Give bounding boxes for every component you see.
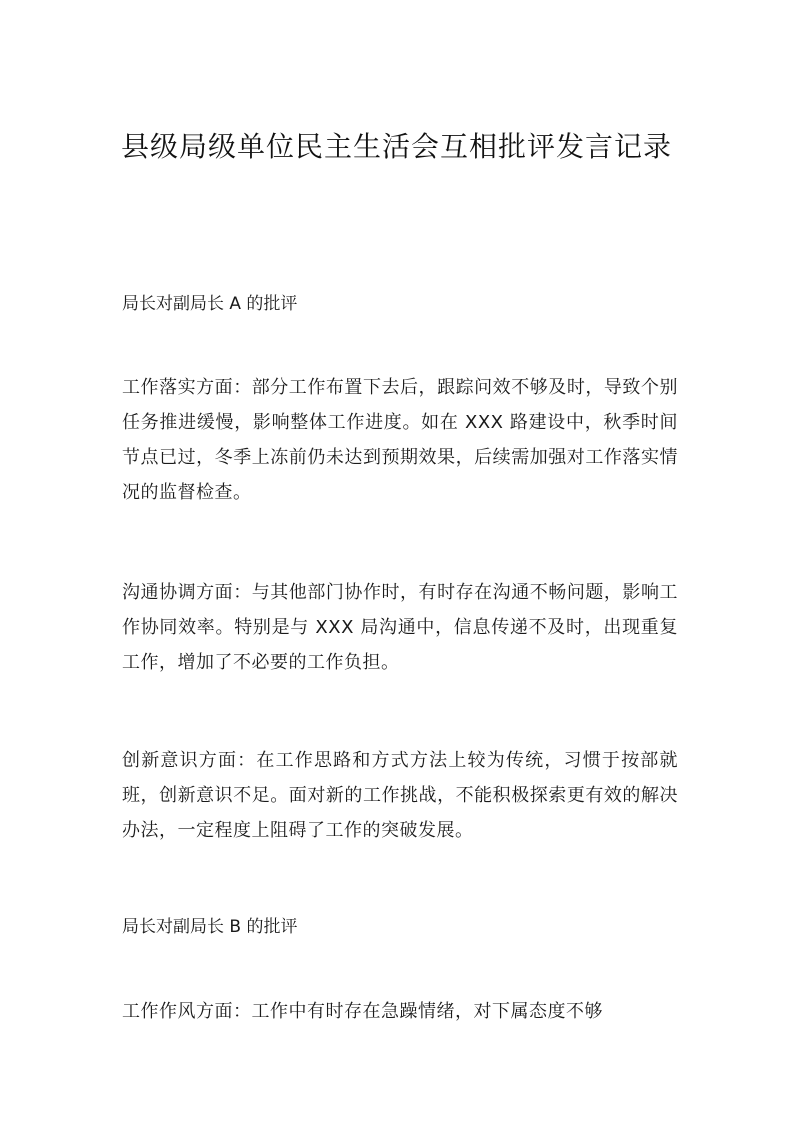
document-title: 县级局级单位民主生活会互相批评发言记录 (120, 130, 672, 163)
paragraph-innovation: 创新意识方面：在工作思路和方式方法上较为传统，习惯于按部就班，创新意识不足。面对新的工作挑战，不能积极探索更有效的解决办法，一定程度上阻碍了工作的突破发展。 (122, 750, 678, 841)
section-heading-a: 局长对副局长 A 的批评 (122, 294, 298, 314)
paragraph-communication: 沟通协调方面：与其他部门协作时，有时存在沟通不畅问题，影响工作协同效率。特别是与 XXX 局沟通中，信息传递不及时，出现重复工作，增加了不必要的工作负担。 (122, 582, 678, 673)
section-heading-b: 局长对副局长 B 的批评 (122, 917, 298, 937)
paragraph-work-implementation: 工作落实方面：部分工作布置下去后，跟踪问效不够及时，导致个别任务推进缓慢，影响整体工作进度。如在 XXX 路建设中，秋季时间节点已过，冬季上冻前仍未达到预期效果，后续需加强对工作落实情况的监督检查。 (122, 377, 678, 503)
paragraph-work-style: 工作作风方面：工作中有时存在急躁情绪，对下属态度不够 (122, 1001, 603, 1022)
